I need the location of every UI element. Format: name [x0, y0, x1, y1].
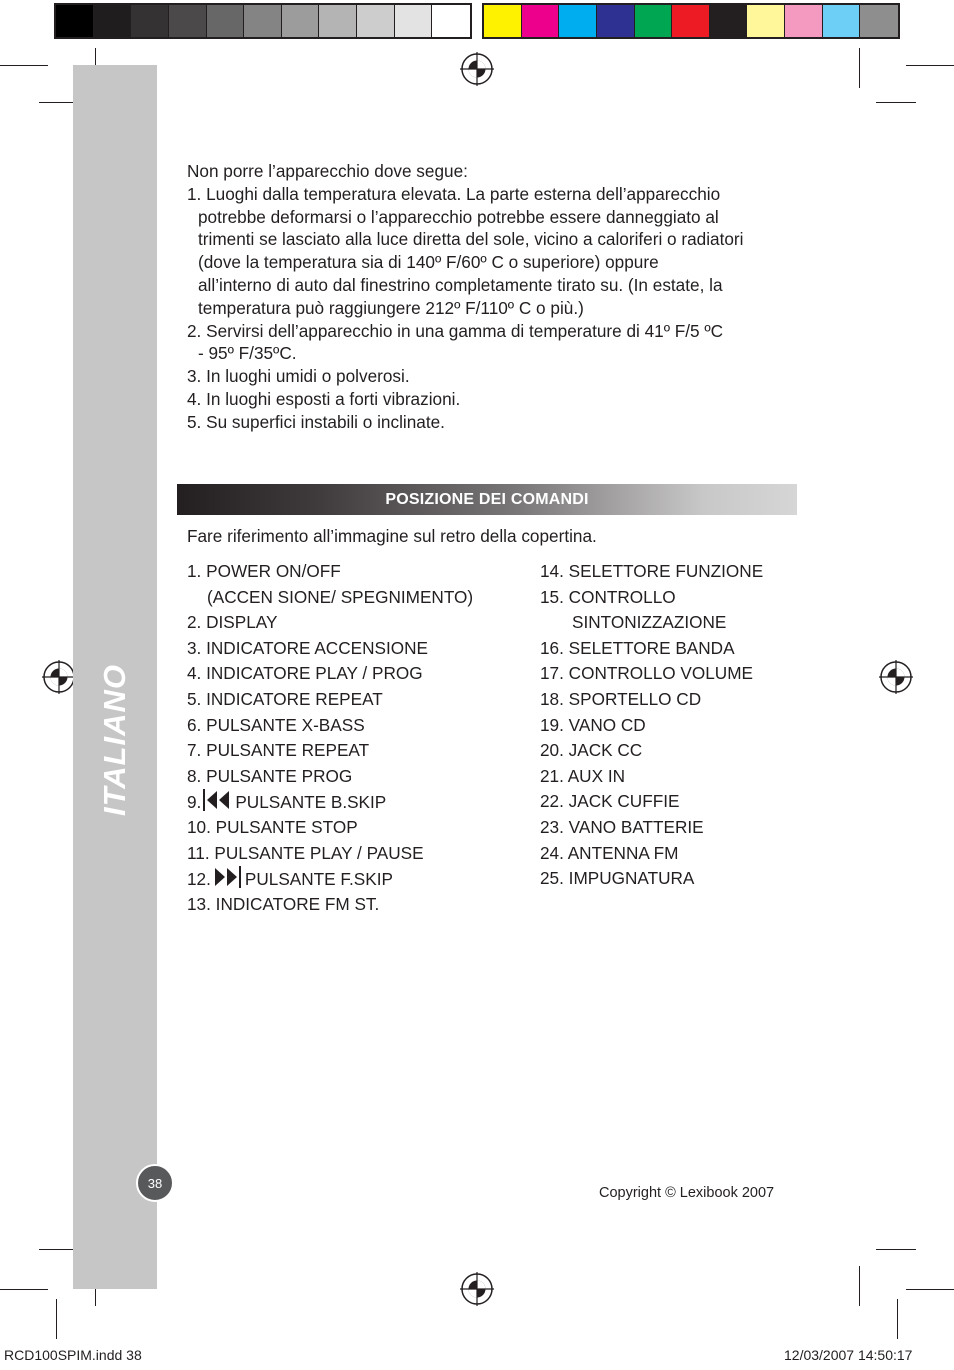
list-item: 16. SELETTORE BANDA — [540, 637, 735, 658]
color-swatch — [169, 5, 207, 37]
list-item: 24. ANTENNA FM — [540, 842, 679, 863]
warning-item: 5. Su superfici instabili o inclinate. — [187, 411, 445, 432]
crop-mark — [56, 1299, 57, 1339]
list-item: 1. POWER ON/OFF — [187, 561, 341, 581]
list-item: 21. AUX IN — [540, 765, 626, 786]
warning-item-continuation: (dove la temperatura sia di 140º F/60º C o superiore) oppure — [198, 252, 659, 273]
section-title: POSIZIONE DEI COMANDI — [385, 491, 589, 508]
placement-warning-section — [187, 160, 807, 434]
warning-item: 3. In luoghi umidi o polverosi. — [187, 366, 410, 387]
list-item — [187, 866, 473, 892]
list-item: 20. JACK CC — [540, 740, 643, 761]
reference-note: Fare riferimento all’immagine sul retro della copertina. — [187, 526, 597, 546]
list-item: 15. CONTROLLO — [540, 586, 676, 607]
list-item: 2. DISPLAY — [187, 612, 278, 633]
page-number-badge — [136, 1164, 174, 1202]
registration-mark-icon — [879, 660, 913, 694]
section-header — [177, 484, 797, 515]
crop-mark — [906, 1289, 954, 1290]
list-item: 3. INDICATORE ACCENSIONE — [187, 637, 428, 658]
list-item: 5. INDICATORE REPEAT — [187, 688, 383, 709]
grayscale-color-bar — [54, 3, 472, 39]
color-swatch — [747, 5, 785, 37]
crop-mark — [897, 1299, 898, 1339]
list-item: (ACCEN SIONE/ SPEGNIMENTO) — [207, 586, 474, 607]
list-item — [187, 789, 473, 815]
color-swatch — [131, 5, 169, 37]
list-item: 17. CONTROLLO VOLUME — [540, 663, 753, 684]
color-swatch — [559, 5, 597, 37]
warning-item: 2. Servirsi dell’apparecchio in una gamma di temperature di 41º F/5 ºC — [187, 320, 724, 341]
controls-list-right — [540, 559, 763, 892]
list-item-number: 12. — [187, 869, 211, 890]
copyright-notice: Copyright © Lexibook 2007 — [599, 1185, 775, 1201]
skip-back-icon — [203, 789, 231, 811]
skip-forward-icon — [213, 866, 241, 888]
print-datetime: 12/03/2007 14:50:17 — [784, 1347, 913, 1363]
list-item: 13. INDICATORE FM ST. — [187, 893, 380, 914]
color-swatch — [94, 5, 132, 37]
print-file-info: RCD100SPIM.indd 38 — [4, 1347, 142, 1363]
list-item: 19. VANO CD — [540, 714, 646, 735]
color-swatch — [823, 5, 861, 37]
list-item: 23. VANO BATTERIE — [540, 816, 704, 837]
color-swatch — [860, 5, 898, 37]
color-swatch — [432, 5, 470, 37]
list-item: 14. SELETTORE FUNZIONE — [540, 561, 764, 581]
list-item-text: PULSANTE B.SKIP — [235, 792, 387, 813]
list-item: 18. SPORTELLO CD — [540, 688, 702, 709]
registration-mark-icon — [460, 1272, 494, 1306]
warning-item-continuation: trimenti se lasciato alla luce diretta del sole, vicino a caloriferi o radiatori — [198, 229, 744, 250]
list-item: 7. PULSANTE REPEAT — [187, 740, 370, 761]
list-item: 4. INDICATORE PLAY / PROG — [187, 663, 423, 684]
list-item-number: 9. — [187, 792, 202, 813]
crop-mark — [859, 48, 860, 88]
warning-item: 4. In luoghi esposti a forti vibrazioni. — [187, 388, 461, 409]
color-swatch — [484, 5, 522, 37]
color-swatch — [282, 5, 320, 37]
page-number: 38 — [147, 1175, 163, 1191]
crop-mark — [876, 102, 916, 103]
intro-heading: Non porre l’apparecchio dove segue: — [187, 161, 468, 181]
controls-list-left — [187, 559, 473, 917]
color-swatch — [785, 5, 823, 37]
color-swatch — [56, 5, 94, 37]
list-item: 6. PULSANTE X-BASS — [187, 714, 365, 735]
color-swatch — [597, 5, 635, 37]
color-swatch — [672, 5, 710, 37]
warning-item-continuation: potrebbe deformarsi o l’apparecchio potrebbe essere danneggiato al — [198, 206, 719, 227]
color-swatch — [207, 5, 245, 37]
color-swatch — [357, 5, 395, 37]
crop-mark — [859, 1266, 860, 1306]
language-label: ITALIANO — [97, 663, 132, 817]
color-swatch — [522, 5, 560, 37]
warning-item-continuation: temperatura può raggiungere 212º F/110º C o più.) — [198, 297, 584, 318]
color-swatch — [395, 5, 433, 37]
warning-item-continuation: - 95º F/35ºC. — [198, 343, 297, 364]
color-swatch — [635, 5, 673, 37]
color-swatch — [244, 5, 282, 37]
list-item-text: PULSANTE F.SKIP — [244, 869, 393, 890]
list-item: 25. IMPUGNATURA — [540, 868, 695, 889]
process-color-bar — [482, 3, 900, 39]
color-swatch — [710, 5, 748, 37]
crop-mark — [0, 1289, 48, 1290]
list-item: 8. PULSANTE PROG — [187, 765, 353, 786]
crop-mark — [876, 1249, 916, 1250]
crop-mark — [906, 65, 954, 66]
registration-mark-icon — [42, 660, 76, 694]
crop-mark — [0, 65, 48, 66]
list-item: 10. PULSANTE STOP — [187, 816, 358, 837]
color-swatch — [319, 5, 357, 37]
placement-warning-list — [187, 183, 807, 434]
list-item: 11. PULSANTE PLAY / PAUSE — [187, 842, 424, 863]
list-item: 22. JACK CUFFIE — [540, 791, 680, 812]
registration-mark-icon — [460, 52, 494, 86]
warning-item-continuation: all’interno di auto dal finestrino completamente tirato su. (In estate, la — [198, 274, 723, 295]
list-item: SINTONIZZAZIONE — [572, 612, 727, 633]
warning-item: 1. Luoghi dalla temperatura elevata. La parte esterna dell’apparecchio — [187, 183, 721, 204]
